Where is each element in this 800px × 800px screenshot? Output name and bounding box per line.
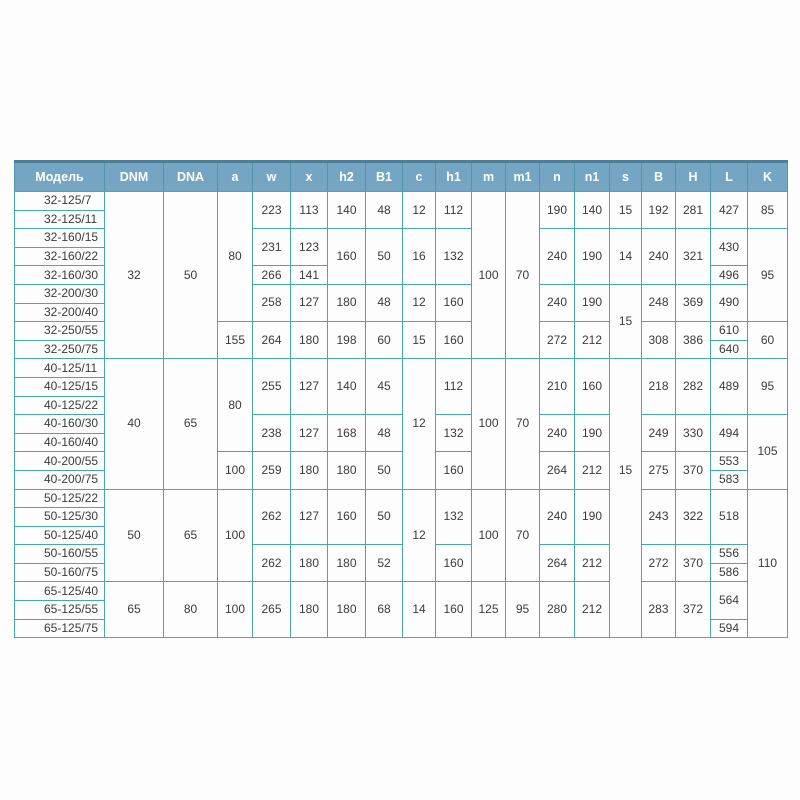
cell-B: 272: [642, 545, 676, 582]
cell-H: 386: [676, 322, 711, 359]
cell-h1: 160: [436, 452, 472, 489]
cell-c: 14: [403, 582, 436, 638]
cell-H: 372: [676, 582, 711, 638]
cell-m1: 70: [506, 489, 540, 582]
model-cell: 65-125/75: [15, 619, 105, 638]
header-cell-h2: h2: [328, 162, 366, 192]
cell-H: 369: [676, 284, 711, 321]
cell-L: 583: [711, 470, 748, 489]
cell-n1: 212: [575, 582, 610, 638]
model-cell: 32-125/11: [15, 210, 105, 229]
cell-a: 80: [218, 192, 253, 322]
cell-B: 192: [642, 192, 676, 229]
cell-w: 265: [253, 582, 291, 638]
cell-n: 240: [540, 489, 575, 545]
cell-n: 240: [540, 229, 575, 285]
cell-L: 489: [711, 359, 748, 415]
model-cell: 32-200/30: [15, 284, 105, 303]
cell-L: 430: [711, 229, 748, 266]
header-cell-B: B: [642, 162, 676, 192]
model-cell: 65-125/40: [15, 582, 105, 601]
cell-h2: 180: [328, 582, 366, 638]
cell-m1: 70: [506, 359, 540, 489]
model-cell: 40-125/11: [15, 359, 105, 378]
cell-H: 370: [676, 452, 711, 489]
cell-B1: 50: [366, 489, 403, 545]
cell-H: 281: [676, 192, 711, 229]
header-cell-L: L: [711, 162, 748, 192]
cell-h1: 132: [436, 489, 472, 545]
cell-a: 100: [218, 452, 253, 489]
cell-s: 15: [610, 359, 642, 582]
cell-H: 330: [676, 415, 711, 452]
table-body: [15, 192, 788, 638]
cell-w: 255: [253, 359, 291, 415]
header-cell-s: s: [610, 162, 642, 192]
cell-x: 127: [291, 284, 328, 321]
cell-w: 231: [253, 229, 291, 266]
cell-w: 238: [253, 415, 291, 452]
cell-c: 12: [403, 489, 436, 582]
cell-B: 308: [642, 322, 676, 359]
header-cell-DNA: DNA: [164, 162, 218, 192]
cell-K: 60: [748, 322, 788, 359]
cell-DNM: 32: [105, 192, 164, 359]
cell-h1: 160: [436, 582, 472, 638]
header-cell-model: Модель: [15, 162, 105, 192]
cell-B1: 60: [366, 322, 403, 359]
cell-h1: 160: [436, 284, 472, 321]
model-cell: 32-250/55: [15, 322, 105, 341]
model-cell: 50-160/55: [15, 545, 105, 564]
cell-B: 218: [642, 359, 676, 415]
cell-B: 249: [642, 415, 676, 452]
cell-s: [610, 582, 642, 638]
cell-h1: 112: [436, 359, 472, 415]
cell-x: 180: [291, 545, 328, 582]
table-row: [15, 359, 788, 378]
cell-DNA: 80: [164, 582, 218, 638]
header-cell-x: x: [291, 162, 328, 192]
cell-n: 280: [540, 582, 575, 638]
cell-h2: 140: [328, 359, 366, 415]
table-header: [15, 162, 788, 192]
cell-c: 12: [403, 359, 436, 489]
cell-H: 282: [676, 359, 711, 415]
header-cell-m1: m1: [506, 162, 540, 192]
cell-L: 518: [711, 489, 748, 545]
cell-c: 12: [403, 284, 436, 321]
cell-B: 240: [642, 229, 676, 285]
cell-n: 240: [540, 415, 575, 452]
model-cell: 32-125/7: [15, 192, 105, 211]
cell-B1: 48: [366, 415, 403, 452]
cell-h1: 132: [436, 415, 472, 452]
header-cell-w: w: [253, 162, 291, 192]
cell-h2: 168: [328, 415, 366, 452]
cell-x: 113: [291, 192, 328, 229]
cell-h2: 180: [328, 452, 366, 489]
cell-L: 594: [711, 619, 748, 638]
cell-w: 262: [253, 489, 291, 545]
header-cell-m: m: [472, 162, 506, 192]
cell-L: 490: [711, 284, 748, 321]
cell-h1: 160: [436, 545, 472, 582]
cell-K: 105: [748, 415, 788, 489]
header-cell-DNM: DNM: [105, 162, 164, 192]
cell-x: 127: [291, 359, 328, 415]
cell-L: 496: [711, 266, 748, 285]
table-row: [15, 582, 788, 601]
cell-n: 190: [540, 192, 575, 229]
cell-B1: 48: [366, 284, 403, 321]
cell-m: 100: [472, 489, 506, 582]
cell-DNA: 50: [164, 192, 218, 359]
cell-L: 586: [711, 563, 748, 582]
cell-h1: 132: [436, 229, 472, 285]
header-cell-a: a: [218, 162, 253, 192]
cell-n1: 190: [575, 284, 610, 321]
cell-L: 640: [711, 340, 748, 359]
cell-L: 556: [711, 545, 748, 564]
cell-x: 180: [291, 582, 328, 638]
model-cell: 50-125/40: [15, 526, 105, 545]
cell-n1: 212: [575, 545, 610, 582]
cell-H: 370: [676, 545, 711, 582]
cell-n: 240: [540, 284, 575, 321]
cell-B1: 48: [366, 192, 403, 229]
model-cell: 32-160/22: [15, 247, 105, 266]
model-cell: 40-125/15: [15, 377, 105, 396]
model-cell: 32-200/40: [15, 303, 105, 322]
cell-s: 15: [610, 192, 642, 229]
cell-a: 100: [218, 582, 253, 638]
cell-B: 283: [642, 582, 676, 638]
cell-m: 100: [472, 192, 506, 359]
cell-n: 272: [540, 322, 575, 359]
cell-H: 322: [676, 489, 711, 545]
model-cell: 50-125/22: [15, 489, 105, 508]
cell-a: 155: [218, 322, 253, 359]
cell-x: 141: [291, 266, 328, 285]
cell-x: 127: [291, 415, 328, 452]
header-cell-n1: n1: [575, 162, 610, 192]
cell-h1: 112: [436, 192, 472, 229]
cell-B1: 50: [366, 452, 403, 489]
cell-w: 259: [253, 452, 291, 489]
model-cell: 50-160/75: [15, 563, 105, 582]
header-cell-n: n: [540, 162, 575, 192]
cell-DNM: 40: [105, 359, 164, 489]
header-cell-K: K: [748, 162, 788, 192]
cell-DNM: 50: [105, 489, 164, 582]
cell-B: 275: [642, 452, 676, 489]
cell-s: 15: [610, 284, 642, 358]
cell-DNA: 65: [164, 489, 218, 582]
cell-c: 16: [403, 229, 436, 285]
model-cell: 65-125/55: [15, 601, 105, 620]
cell-h2: 140: [328, 192, 366, 229]
pump-dimensions-table: [14, 160, 788, 638]
cell-m: 100: [472, 359, 506, 489]
cell-h2: 180: [328, 545, 366, 582]
cell-K: 85: [748, 192, 788, 229]
cell-B1: 68: [366, 582, 403, 638]
cell-x: 180: [291, 322, 328, 359]
model-cell: 32-160/30: [15, 266, 105, 285]
cell-m1: 70: [506, 192, 540, 359]
cell-n1: 190: [575, 229, 610, 285]
cell-s: 14: [610, 229, 642, 285]
cell-w: 262: [253, 545, 291, 582]
header-cell-h1: h1: [436, 162, 472, 192]
cell-c: 12: [403, 192, 436, 229]
cell-L: 427: [711, 192, 748, 229]
cell-B1: 50: [366, 229, 403, 285]
cell-n1: 190: [575, 489, 610, 545]
model-cell: 40-160/40: [15, 433, 105, 452]
cell-w: 258: [253, 284, 291, 321]
cell-h2: 198: [328, 322, 366, 359]
cell-m: 125: [472, 582, 506, 638]
cell-n: 264: [540, 545, 575, 582]
cell-h1: 160: [436, 322, 472, 359]
cell-K: 95: [748, 359, 788, 415]
cell-L: 610: [711, 322, 748, 341]
cell-K: 95: [748, 229, 788, 322]
cell-n1: 212: [575, 322, 610, 359]
cell-B1: 45: [366, 359, 403, 415]
cell-H: 321: [676, 229, 711, 285]
cell-n1: 212: [575, 452, 610, 489]
model-cell: 40-200/55: [15, 452, 105, 471]
model-cell: 32-160/15: [15, 229, 105, 248]
cell-a: 100: [218, 489, 253, 582]
cell-n1: 140: [575, 192, 610, 229]
cell-n: 264: [540, 452, 575, 489]
header-cell-B1: B1: [366, 162, 403, 192]
cell-x: 180: [291, 452, 328, 489]
cell-n1: 190: [575, 415, 610, 452]
cell-h2: 160: [328, 489, 366, 545]
cell-DNA: 65: [164, 359, 218, 489]
model-cell: 32-250/75: [15, 340, 105, 359]
header-cell-H: H: [676, 162, 711, 192]
cell-w: 266: [253, 266, 291, 285]
cell-n1: 160: [575, 359, 610, 415]
cell-w: 223: [253, 192, 291, 229]
cell-x: 123: [291, 229, 328, 266]
model-cell: 40-125/22: [15, 396, 105, 415]
cell-n: 210: [540, 359, 575, 415]
cell-w: 264: [253, 322, 291, 359]
model-cell: 50-125/30: [15, 508, 105, 527]
header-cell-c: c: [403, 162, 436, 192]
cell-h2: 160: [328, 229, 366, 285]
cell-a: 80: [218, 359, 253, 452]
model-cell: 40-200/75: [15, 470, 105, 489]
cell-K: 110: [748, 489, 788, 638]
model-cell: 40-160/30: [15, 415, 105, 434]
cell-B: 243: [642, 489, 676, 545]
cell-L: 564: [711, 582, 748, 619]
cell-m1: 95: [506, 582, 540, 638]
cell-B: 248: [642, 284, 676, 321]
cell-DNM: 65: [105, 582, 164, 638]
cell-h2: 180: [328, 284, 366, 321]
cell-L: 553: [711, 452, 748, 471]
cell-c: 15: [403, 322, 436, 359]
cell-x: 127: [291, 489, 328, 545]
table-row: [15, 489, 788, 508]
table-row: [15, 192, 788, 211]
cell-L: 494: [711, 415, 748, 452]
cell-B1: 52: [366, 545, 403, 582]
